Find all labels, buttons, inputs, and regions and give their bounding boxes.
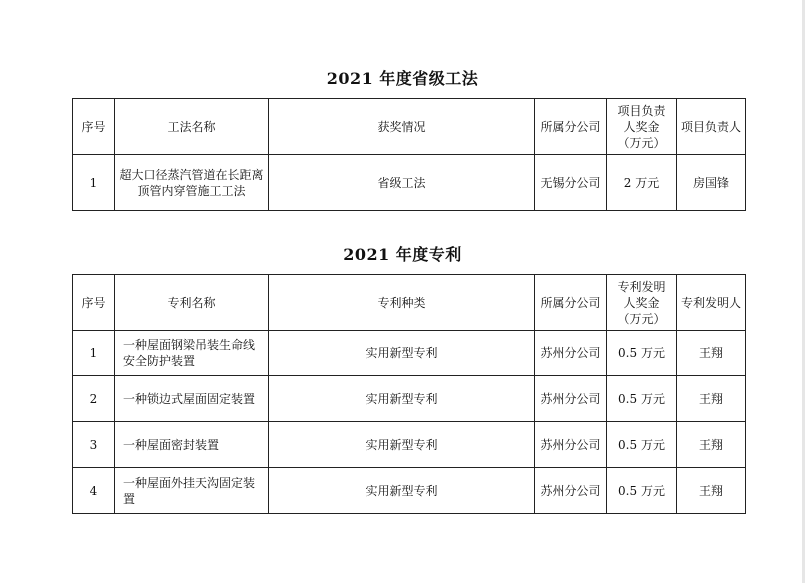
row-number: 1 [73, 331, 115, 376]
header-cell: 工法名称 [115, 99, 269, 155]
row-number: 1 [73, 155, 115, 211]
header-cell: 专利种类 [269, 275, 535, 331]
bonus: 0.5 万元 [607, 468, 677, 514]
branch: 苏州分公司 [535, 376, 607, 422]
bonus: 2 万元 [607, 155, 677, 211]
header-cell: 获奖情况 [269, 99, 535, 155]
patent-name: 一种锁边式屋面固定装置 [115, 376, 269, 422]
header-cell: 序号 [73, 99, 115, 155]
header-cell: 序号 [73, 275, 115, 331]
construction-methods-table [72, 98, 746, 211]
branch: 苏州分公司 [535, 468, 607, 514]
patent-type: 实用新型专利 [269, 468, 535, 514]
table-row [73, 376, 746, 422]
bonus: 0.5 万元 [607, 376, 677, 422]
table-row [73, 155, 746, 211]
person: 王翔 [677, 376, 746, 422]
header-cell: 所属分公司 [535, 275, 607, 331]
table-header-row [73, 275, 746, 331]
table-row [73, 331, 746, 376]
branch: 苏州分公司 [535, 331, 607, 376]
person: 王翔 [677, 468, 746, 514]
header-cell: 所属分公司 [535, 99, 607, 155]
person: 王翔 [677, 422, 746, 468]
patent-type: 实用新型专利 [269, 422, 535, 468]
table-row [73, 468, 746, 514]
award-status: 省级工法 [269, 155, 535, 211]
branch: 苏州分公司 [535, 422, 607, 468]
bonus: 0.5 万元 [607, 422, 677, 468]
patent-name: 一种屋面外挂天沟固定装置 [115, 468, 269, 514]
patent-type: 实用新型专利 [269, 376, 535, 422]
method-name: 超大口径蒸汽管道在长距离顶管内穿管施工工法 [115, 155, 269, 211]
patents-table [72, 274, 746, 514]
branch: 无锡分公司 [535, 155, 607, 211]
header-cell: 专利发明人奖金（万元） [607, 275, 677, 331]
header-cell: 专利名称 [115, 275, 269, 331]
section-title-patents: 2021 年度专利 [343, 245, 462, 264]
header-cell: 专利发明人 [677, 275, 746, 331]
section-title-construction-methods: 2021 年度省级工法 [326, 69, 479, 88]
person: 王翔 [677, 331, 746, 376]
header-cell: 项目负责人 [677, 99, 746, 155]
row-number: 2 [73, 376, 115, 422]
patent-type: 实用新型专利 [269, 331, 535, 376]
patent-name: 一种屋面密封装置 [115, 422, 269, 468]
person: 房国锋 [677, 155, 746, 211]
row-number: 3 [73, 422, 115, 468]
patent-name: 一种屋面钢梁吊装生命线安全防护装置 [115, 331, 269, 376]
bonus: 0.5 万元 [607, 331, 677, 376]
header-cell: 项目负责人奖金（万元） [607, 99, 677, 155]
row-number: 4 [73, 468, 115, 514]
table-header-row [73, 99, 746, 155]
table-row [73, 422, 746, 468]
